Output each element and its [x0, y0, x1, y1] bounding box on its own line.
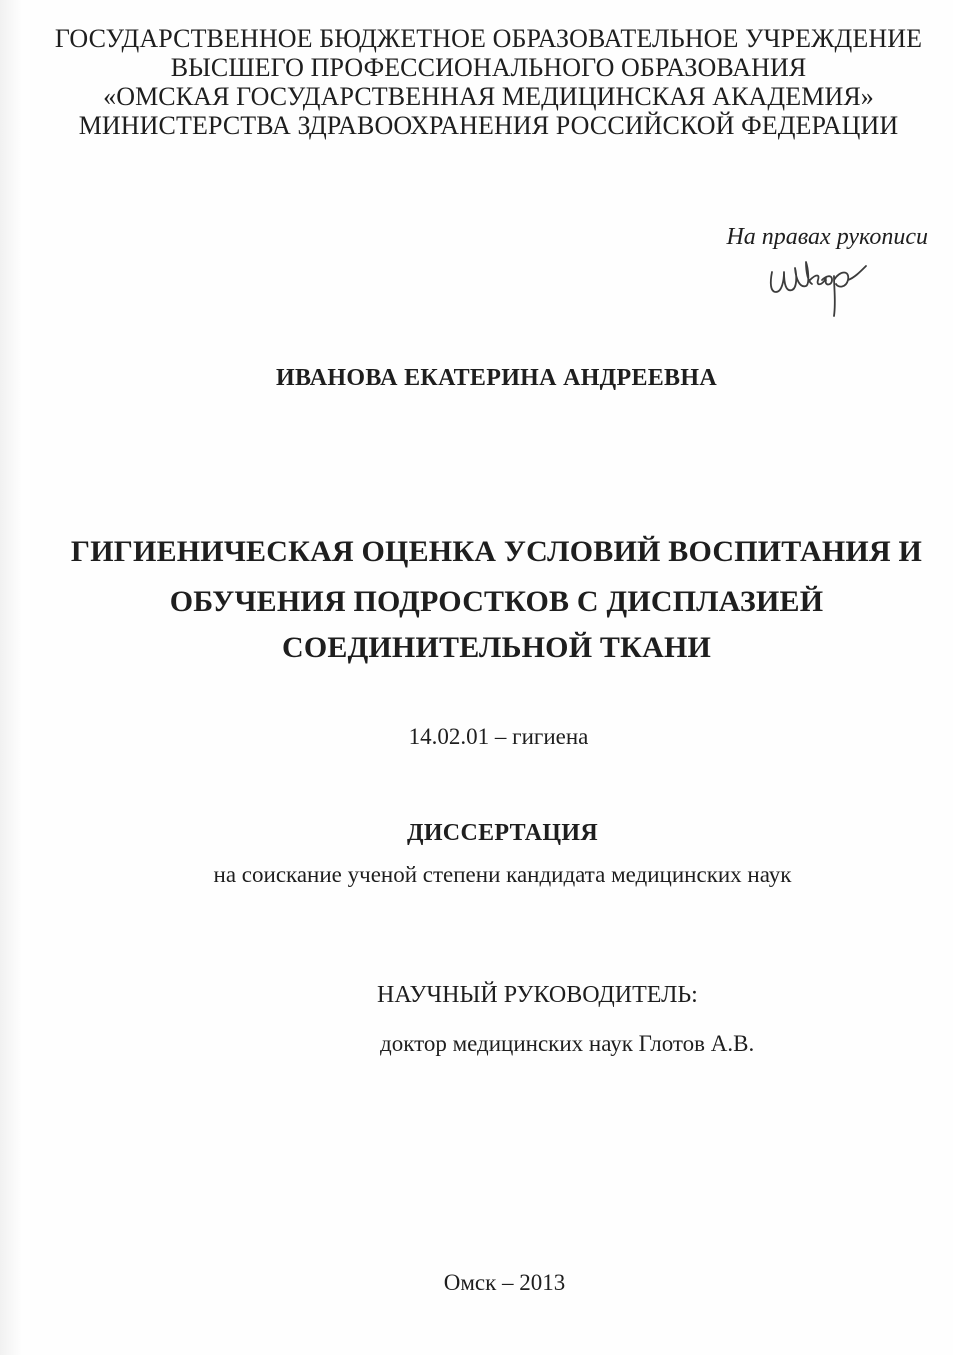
city-year: Омск – 2013: [443, 1270, 566, 1295]
specialty-code: 14.02.01 – гигиена: [408, 724, 589, 749]
dissertation-title-line-1: ГИГИЕНИЧЕСКАЯ ОЦЕНКА УСЛОВИЙ ВОСПИТАНИЯ И: [70, 535, 923, 568]
scan-shadow: [0, 0, 22, 1355]
supervisor-heading: НАУЧНЫЙ РУКОВОДИТЕЛЬ:: [377, 982, 698, 1008]
degree-line: на соискание ученой степени кандидата медицинских наук: [213, 862, 792, 887]
manuscript-note: На правах рукописи: [726, 224, 928, 250]
institution-line-1: ГОСУДАРСТВЕННОЕ БЮДЖЕТНОЕ ОБРАЗОВАТЕЛЬНОЕ УЧРЕЖДЕНИЕ: [54, 24, 923, 53]
dissertation-title-line-3: СОЕДИНИТЕЛЬНОЙ ТКАНИ: [281, 631, 712, 664]
dissertation-title-line-2: ОБУЧЕНИЯ ПОДРОСТКОВ С ДИСПЛАЗИЕЙ: [169, 585, 824, 618]
author-name: ИВАНОВА ЕКАТЕРИНА АНДРЕЕВНА: [276, 365, 717, 391]
document-type: ДИССЕРТАЦИЯ: [407, 820, 598, 846]
supervisor-name: доктор медицинских наук Глотов А.В.: [380, 1031, 755, 1056]
signature: [762, 258, 872, 320]
institution-line-2: ВЫСШЕГО ПРОФЕССИОНАЛЬНОГО ОБРАЗОВАНИЯ: [170, 53, 807, 82]
institution-line-4: МИНИСТЕРСТВА ЗДРАВООХРАНЕНИЯ РОССИЙСКОЙ ФЕДЕРАЦИИ: [78, 111, 899, 140]
institution-line-3: «ОМСКАЯ ГОСУДАРСТВЕННАЯ МЕДИЦИНСКАЯ АКАДЕМИЯ»: [103, 82, 874, 111]
